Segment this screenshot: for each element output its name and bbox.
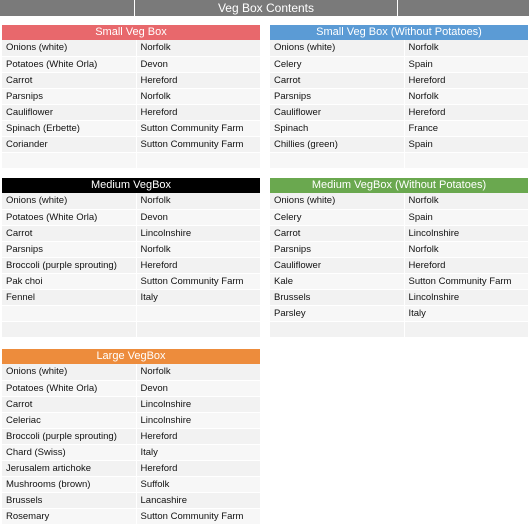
veg-item-cell[interactable]: Fennel: [2, 289, 136, 305]
origin-cell[interactable]: Hereford: [404, 72, 528, 88]
box-title: Large VegBox: [2, 349, 260, 364]
origin-cell[interactable]: Lancashire: [136, 492, 260, 508]
veg-item-cell[interactable]: Mushrooms (brown): [2, 476, 136, 492]
table-row: [2, 273, 260, 289]
origin-cell[interactable]: [136, 321, 260, 337]
title-bar-cell: [0, 0, 135, 16]
origin-cell[interactable]: Sutton Community Farm: [136, 273, 260, 289]
table-row: [270, 104, 528, 120]
origin-cell[interactable]: Hereford: [136, 104, 260, 120]
origin-cell[interactable]: Hereford: [404, 104, 528, 120]
origin-cell[interactable]: Spain: [404, 136, 528, 152]
origin-cell[interactable]: Hereford: [404, 257, 528, 273]
box-medium: [2, 178, 260, 338]
origin-cell[interactable]: Hereford: [136, 428, 260, 444]
table-row: [270, 193, 528, 209]
origin-cell[interactable]: Hereford: [136, 460, 260, 476]
box-title: Small Veg Box: [2, 25, 260, 40]
origin-cell[interactable]: Norfolk: [136, 193, 260, 209]
origin-cell[interactable]: Sutton Community Farm: [404, 273, 528, 289]
veg-item-cell[interactable]: Carrot: [2, 396, 136, 412]
table-row: [270, 88, 528, 104]
origin-cell[interactable]: Lincolnshire: [404, 289, 528, 305]
table-row: [270, 289, 528, 305]
veg-item-cell[interactable]: Spinach: [270, 120, 404, 136]
table-row: [2, 412, 260, 428]
origin-cell[interactable]: Norfolk: [404, 88, 528, 104]
veg-item-cell[interactable]: Potatoes (White Orla): [2, 56, 136, 72]
veg-item-cell[interactable]: Chillies (green): [270, 136, 404, 152]
box-table: [2, 364, 260, 525]
origin-cell[interactable]: [404, 321, 528, 337]
table-row: [270, 321, 528, 337]
origin-cell[interactable]: Devon: [136, 56, 260, 72]
table-row: [2, 104, 260, 120]
table-row: [2, 88, 260, 104]
veg-item-cell[interactable]: Broccoli (purple sprouting): [2, 428, 136, 444]
veg-item-cell[interactable]: [2, 152, 136, 168]
table-row: [2, 56, 260, 72]
title-bar: [0, 0, 529, 16]
veg-item-cell[interactable]: Onions (white): [2, 364, 136, 380]
box-title: Medium VegBox: [2, 178, 260, 193]
origin-cell[interactable]: Norfolk: [136, 88, 260, 104]
origin-cell[interactable]: Lincolnshire: [404, 225, 528, 241]
veg-item-cell[interactable]: Celery: [270, 56, 404, 72]
table-row: [270, 209, 528, 225]
veg-item-cell[interactable]: Parsnips: [2, 241, 136, 257]
origin-cell[interactable]: Suffolk: [136, 476, 260, 492]
veg-item-cell[interactable]: [270, 152, 404, 168]
veg-item-cell[interactable]: Cauliflower: [270, 257, 404, 273]
table-row: [2, 508, 260, 524]
veg-item-cell[interactable]: Potatoes (White Orla): [2, 209, 136, 225]
table-row: [270, 136, 528, 152]
origin-cell[interactable]: Lincolnshire: [136, 412, 260, 428]
veg-item-cell[interactable]: [270, 321, 404, 337]
table-row: [270, 120, 528, 136]
box-medium-no-potatoes: [270, 178, 528, 338]
table-row: [270, 273, 528, 289]
box-table: [270, 40, 528, 169]
origin-cell[interactable]: Spain: [404, 56, 528, 72]
table-row: [2, 321, 260, 337]
veg-item-cell[interactable]: Potatoes (White Orla): [2, 380, 136, 396]
veg-item-cell[interactable]: Onions (white): [2, 193, 136, 209]
origin-cell[interactable]: [136, 305, 260, 321]
box-small-no-potatoes: [270, 25, 528, 169]
origin-cell[interactable]: France: [404, 120, 528, 136]
veg-item-cell[interactable]: Onions (white): [2, 40, 136, 56]
box-table: [270, 193, 528, 338]
veg-item-cell[interactable]: Carrot: [2, 72, 136, 88]
table-row: [2, 428, 260, 444]
table-row: [2, 396, 260, 412]
table-row: [270, 40, 528, 56]
table-row: [2, 209, 260, 225]
table-row: [2, 305, 260, 321]
veg-item-cell[interactable]: Celery: [270, 209, 404, 225]
table-row: [2, 152, 260, 168]
veg-item-cell[interactable]: Pak choi: [2, 273, 136, 289]
box-small: [2, 25, 260, 169]
origin-cell[interactable]: Norfolk: [136, 40, 260, 56]
veg-item-cell[interactable]: Onions (white): [270, 40, 404, 56]
veg-item-cell[interactable]: Cauliflower: [2, 104, 136, 120]
veg-item-cell[interactable]: Parsnips: [2, 88, 136, 104]
origin-cell[interactable]: Devon: [136, 380, 260, 396]
origin-cell[interactable]: Italy: [404, 305, 528, 321]
box-table: [2, 193, 260, 338]
origin-cell[interactable]: Lincolnshire: [136, 396, 260, 412]
table-row: [2, 460, 260, 476]
table-row: [2, 193, 260, 209]
table-row: [2, 444, 260, 460]
origin-cell[interactable]: Norfolk: [136, 241, 260, 257]
table-row: [2, 72, 260, 88]
origin-cell[interactable]: Norfolk: [136, 364, 260, 380]
veg-item-cell[interactable]: [2, 321, 136, 337]
table-row: [2, 364, 260, 380]
table-row: [2, 241, 260, 257]
table-row: [270, 305, 528, 321]
veg-item-cell[interactable]: Carrot: [2, 225, 136, 241]
veg-item-cell[interactable]: Brussels: [2, 492, 136, 508]
origin-cell[interactable]: Norfolk: [404, 241, 528, 257]
table-row: [2, 380, 260, 396]
table-row: [270, 72, 528, 88]
box-large: [2, 349, 260, 525]
box-title: Medium VegBox (Without Potatoes): [270, 178, 528, 193]
page-title: Veg Box Contents: [135, 0, 398, 16]
origin-cell[interactable]: Italy: [136, 444, 260, 460]
veg-item-cell[interactable]: Jerusalem artichoke: [2, 460, 136, 476]
origin-cell[interactable]: Sutton Community Farm: [136, 136, 260, 152]
origin-cell[interactable]: Norfolk: [404, 40, 528, 56]
origin-cell[interactable]: Sutton Community Farm: [136, 508, 260, 524]
origin-cell[interactable]: Hereford: [136, 72, 260, 88]
origin-cell[interactable]: Spain: [404, 209, 528, 225]
table-row: [2, 257, 260, 273]
origin-cell[interactable]: Lincolnshire: [136, 225, 260, 241]
box-title: Small Veg Box (Without Potatoes): [270, 25, 528, 40]
veg-item-cell[interactable]: Parsley: [270, 305, 404, 321]
origin-cell[interactable]: [136, 152, 260, 168]
title-bar-cell: [398, 0, 529, 16]
table-row: [270, 56, 528, 72]
veg-item-cell[interactable]: Spinach (Erbette): [2, 120, 136, 136]
table-row: [2, 289, 260, 305]
table-row: [2, 476, 260, 492]
table-row: [2, 136, 260, 152]
table-row: [270, 241, 528, 257]
table-row: [2, 40, 260, 56]
origin-cell[interactable]: Sutton Community Farm: [136, 120, 260, 136]
origin-cell[interactable]: Hereford: [136, 257, 260, 273]
table-row: [2, 120, 260, 136]
veg-item-cell[interactable]: Parsnips: [270, 241, 404, 257]
veg-item-cell[interactable]: Rosemary: [2, 508, 136, 524]
origin-cell[interactable]: Italy: [136, 289, 260, 305]
table-row: [270, 152, 528, 168]
veg-item-cell[interactable]: Broccoli (purple sprouting): [2, 257, 136, 273]
origin-cell[interactable]: [404, 152, 528, 168]
table-row: [270, 225, 528, 241]
veg-item-cell[interactable]: Kale: [270, 273, 404, 289]
veg-item-cell[interactable]: Chard (Swiss): [2, 444, 136, 460]
origin-cell[interactable]: Norfolk: [404, 193, 528, 209]
box-table: [2, 40, 260, 169]
origin-cell[interactable]: Devon: [136, 209, 260, 225]
veg-item-cell[interactable]: Parsnips: [270, 88, 404, 104]
veg-item-cell[interactable]: Coriander: [2, 136, 136, 152]
veg-item-cell[interactable]: Carrot: [270, 225, 404, 241]
veg-item-cell[interactable]: Carrot: [270, 72, 404, 88]
table-row: [2, 225, 260, 241]
veg-item-cell[interactable]: Brussels: [270, 289, 404, 305]
veg-item-cell[interactable]: Cauliflower: [270, 104, 404, 120]
veg-item-cell[interactable]: [2, 305, 136, 321]
veg-item-cell[interactable]: Onions (white): [270, 193, 404, 209]
veg-item-cell[interactable]: Celeriac: [2, 412, 136, 428]
table-row: [2, 492, 260, 508]
table-row: [270, 257, 528, 273]
